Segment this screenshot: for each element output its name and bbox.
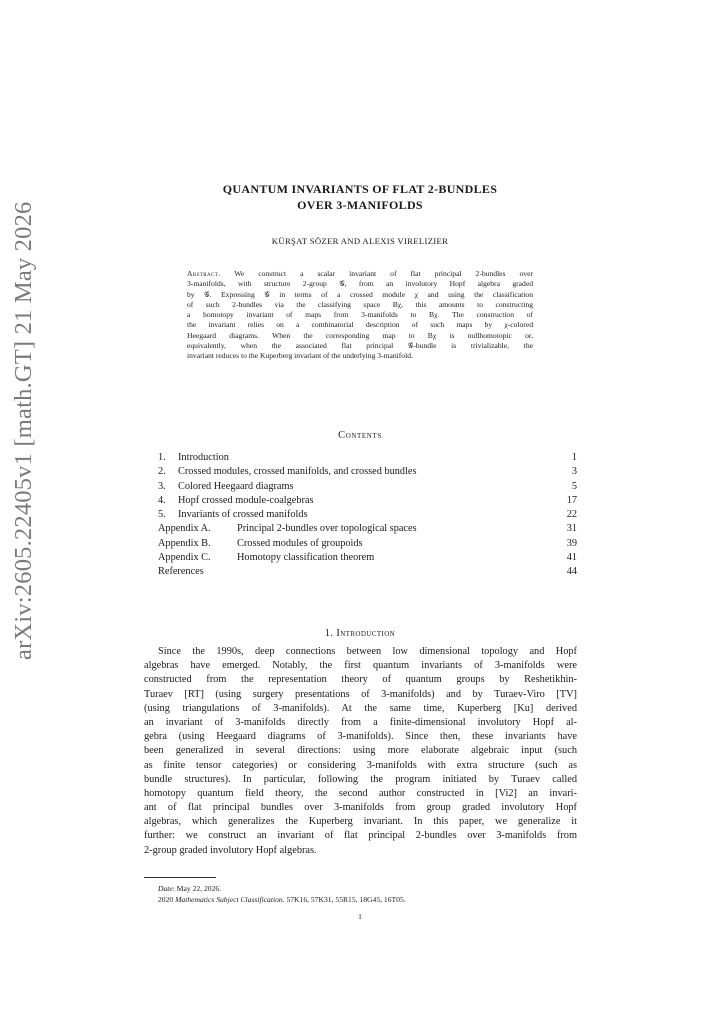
paragraph-line: ant of flat principal bundles over 3-manifolds from group graded involutory Hopf — [144, 802, 577, 814]
toc-title: Principal 2-bundles over topological spaces — [237, 523, 417, 535]
section-title: Introduction — [336, 628, 396, 639]
paragraph-line: algebras have emerged. Notably, the first quantum invariants of 3-manifolds were — [144, 660, 577, 672]
toc-entry[interactable] — [158, 494, 577, 508]
abstract-line: equivalently, when the associated flat principal 𝒢-bundle is trivializable, the — [187, 341, 533, 351]
toc-title: Crossed modules of groupoids — [237, 537, 363, 549]
abstract-line: of such 2-bundles via the classifying space Bχ, this amounts to constructing — [187, 299, 533, 309]
abstract-line: 3-manifolds, with structure 2-group 𝒢, from an involutory Hopf algebra graded — [187, 279, 533, 289]
toc-number: 5. — [158, 509, 166, 521]
abstract-line: by 𝒢. Expressing 𝒢 in terms of a crossed module χ and using the classification — [187, 289, 533, 299]
toc-number: 2. — [158, 466, 166, 478]
paragraph-line: Since the 1990s, deep connections between low dimensional topology and Hopf — [158, 646, 577, 657]
paragraph-line: Turaev [RT] (using surgery presentations of 3-manifolds) and by Turaev-Viro [TV] — [144, 688, 577, 700]
toc-appendix[interactable] — [158, 522, 577, 536]
toc-page: 3 — [571, 466, 577, 478]
toc-page: 44 — [566, 566, 577, 578]
toc-number: 3. — [158, 480, 166, 492]
toc-page: 1 — [571, 452, 577, 463]
toc-page: 17 — [566, 494, 577, 506]
toc-title: Homotopy classification theorem — [237, 552, 375, 564]
toc-appendix[interactable] — [158, 537, 577, 551]
paragraph-line: further: we construct an invariant of flat principal 2-bundles over 3-manifolds from — [144, 830, 577, 842]
page-number: 1 — [358, 912, 362, 921]
toc-appendix[interactable] — [158, 551, 577, 565]
paper-title — [140, 181, 580, 213]
abstract-line: the invariant relies on a combinatorial description of such maps by χ-colored — [187, 320, 533, 330]
abstract-line: We construct a scalar invariant of flat principal 2-bundles over — [234, 269, 533, 278]
paragraph-line: as finite tensor categories) or considering 3-manifolds with extra structure (such as — [144, 759, 577, 771]
footnote-date-label: Date — [158, 884, 173, 893]
toc-page: 39 — [566, 537, 577, 549]
footnote-msc-year: 2020 — [158, 895, 176, 904]
toc-entry[interactable] — [158, 465, 577, 479]
toc-page: 31 — [566, 523, 577, 535]
toc-page: 41 — [566, 552, 577, 564]
contents-heading: Contents — [338, 430, 382, 441]
table-of-contents — [158, 451, 577, 580]
abstract-line: invariant reduces to the Kuperberg invariant of the underlying 3-manifold. — [187, 351, 413, 361]
paragraph-line: constructed from the representation theory of quantum groups by Reshetikhin- — [144, 674, 577, 686]
paragraph-line: 2-group graded involutory Hopf algebras. — [144, 844, 317, 856]
footnote-msc-value: 57K16, 57K31, 55R15, 18G45, 16T05. — [284, 895, 406, 904]
paragraph-line: gebra (using Heegaard diagrams of 3-manifolds). Since then, these invariants have — [144, 731, 577, 743]
paragraph-line: homotopy quantum field theory, the second author constructed in [Vi2] an invari- — [144, 787, 577, 799]
authors: KÜRŞAT SÖZER AND ALEXIS VIRELIZIER — [271, 236, 449, 246]
toc-entry[interactable] — [158, 508, 577, 522]
title-line-1: QUANTUM INVARIANTS OF FLAT 2-BUNDLES — [222, 182, 498, 196]
toc-appendix-label: Appendix B. — [158, 537, 211, 549]
toc-entry[interactable] — [158, 451, 577, 465]
toc-appendix-label: Appendix C. — [158, 552, 211, 564]
toc-title: Colored Heegaard diagrams — [178, 480, 294, 492]
paragraph-line: algebras, which generalizes the Kuperberg invariant. In this paper, we generalize it — [144, 816, 577, 828]
section-number: 1. — [324, 628, 334, 639]
abstract-line: Heegaard diagrams. When the corresponding map to Bχ is nullhomotopic or, — [187, 330, 533, 340]
toc-number: 4. — [158, 494, 166, 506]
toc-page: 5 — [571, 480, 577, 492]
abstract-line: a homotopy invariant of maps from 3-manifolds to Bχ. The construction of — [187, 310, 533, 320]
abstract-heading: Abstract. — [187, 269, 221, 278]
paragraph-line: (using triangulations of 3-manifolds). At the same time, Kuperberg [Ku] derived — [144, 702, 577, 714]
paragraph-line: an invariant of 3-manifolds directly from a finite-dimensional involutory Hopf al- — [144, 716, 577, 728]
paragraph-line: bundle structures). In particular, following the program initiated by Turaev called — [144, 773, 577, 785]
toc-title: Invariants of crossed manifolds — [178, 509, 308, 521]
toc-title: Crossed modules, crossed manifolds, and crossed bundles — [178, 466, 417, 478]
toc-title: Hopf crossed module-coalgebras — [178, 494, 314, 506]
toc-title: Introduction — [178, 452, 229, 463]
toc-page: 22 — [566, 509, 577, 521]
footnote-date-value: : May 22, 2026. — [172, 884, 222, 893]
section-heading — [140, 628, 580, 639]
toc-appendix-label: Appendix A. — [158, 523, 211, 535]
footnote-msc-label: Mathematics Subject Classification. — [175, 895, 285, 904]
arxiv-id: arXiv:2605.22405v1 [math.GT] 21 May 2026 — [10, 201, 37, 660]
footnote-rule — [144, 877, 216, 878]
toc-entry[interactable] — [158, 480, 577, 494]
paragraph-line: been generalized in several directions: using more elaborate algebraic input (such — [144, 745, 577, 757]
abstract — [187, 269, 533, 362]
introduction-paragraph — [144, 645, 577, 858]
toc-number: 1. — [158, 452, 166, 463]
title-line-2: OVER 3-MANIFOLDS — [297, 198, 423, 212]
footnote-msc — [158, 895, 406, 904]
toc-references[interactable] — [158, 565, 577, 579]
toc-title: References — [158, 566, 204, 578]
footnote-date — [158, 884, 221, 893]
